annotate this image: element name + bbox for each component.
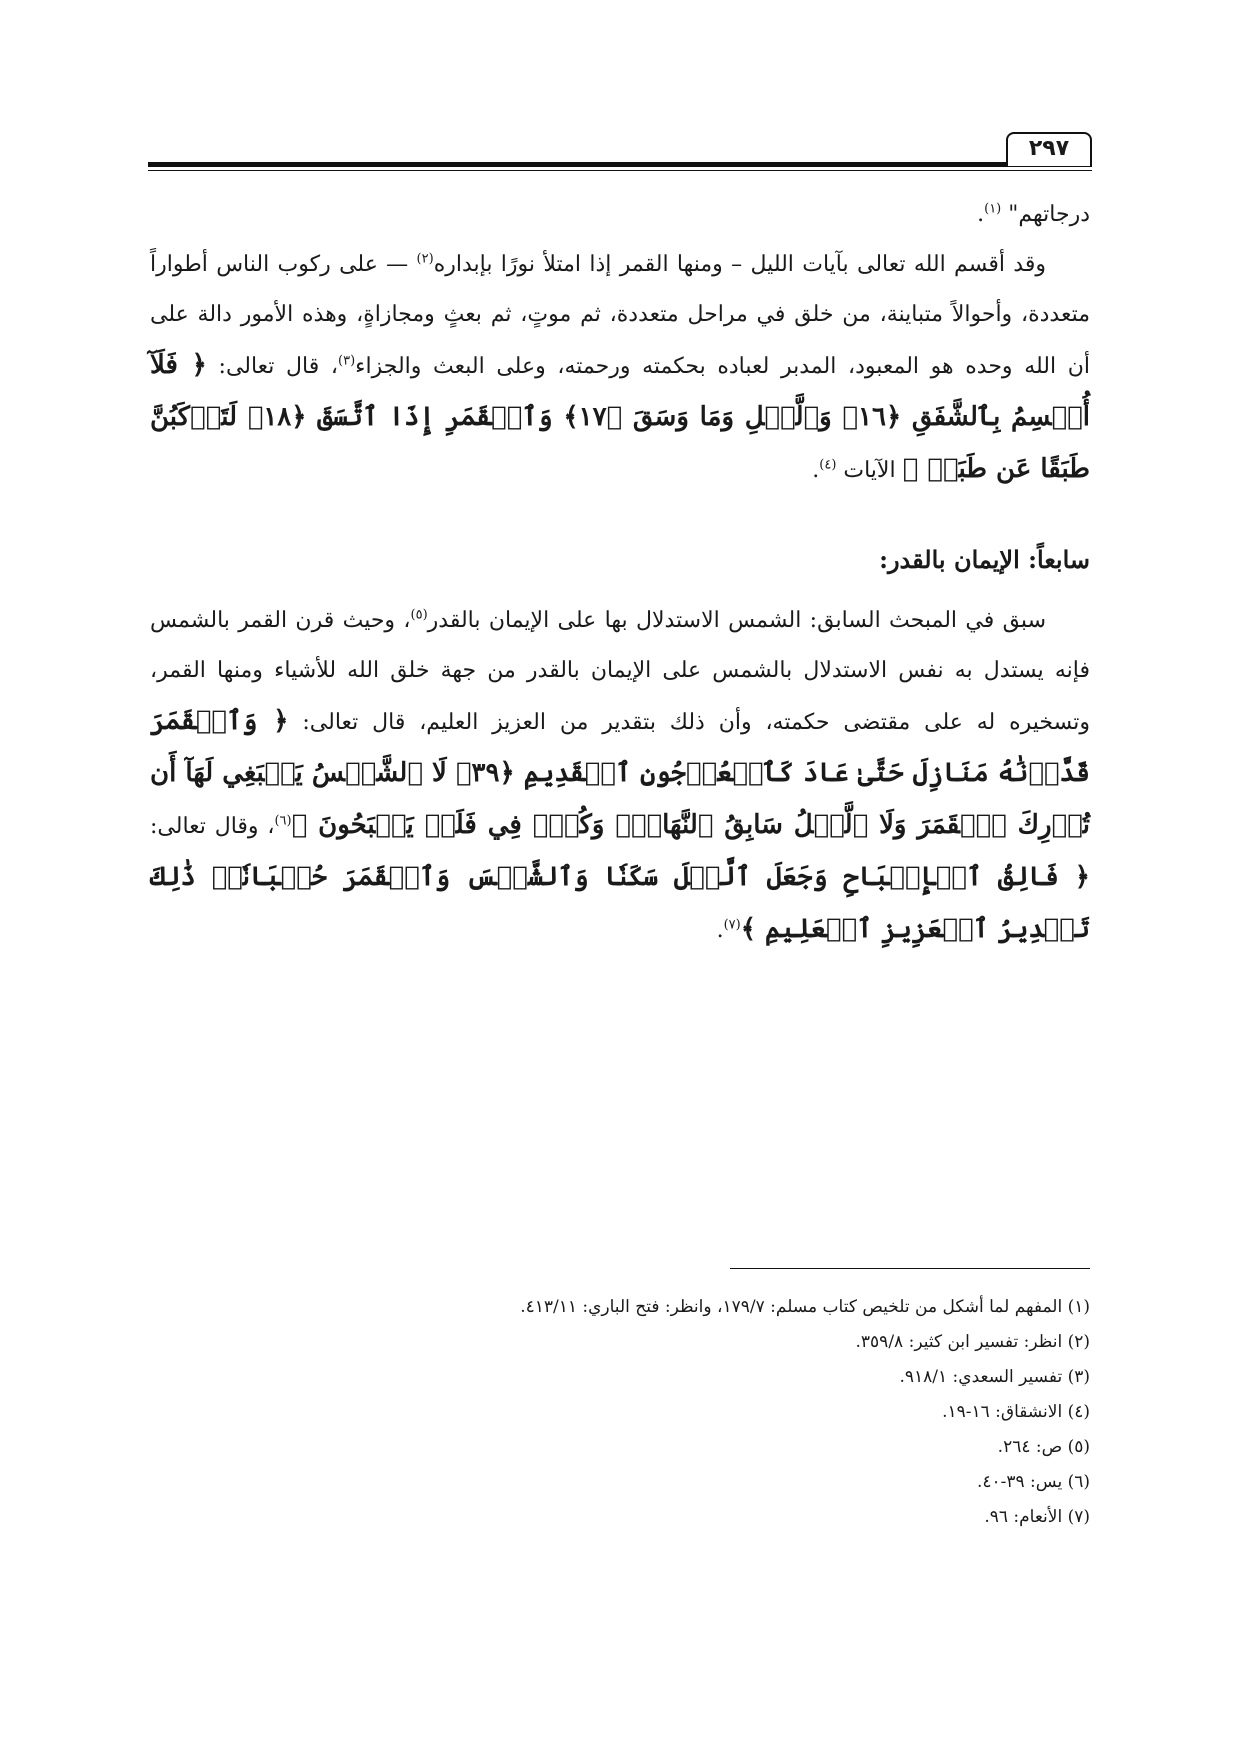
footnote-separator: [730, 1268, 1090, 1269]
paragraph-2-end: .: [812, 458, 820, 483]
page-header: [148, 128, 1092, 172]
quran-verse-yasin: ﴿ وَٱلۡقَمَرَ قَدَّرۡنَٰهُ مَنَازِلَ حَتَّىٰ عَادَ كَٱلۡعُرۡجُونِ ٱلۡقَدِيمِ ﴿٣٩﴾ لَا ٱلشَّمۡسُ يَنۢبَغِي لَهَآ أَن تُدۡرِكَ ٱلۡقَمَرَ وَلَا ٱلَّيۡلُ سَابِقُ ٱلنَّهَارِۚ وَكُلّٞ فِي فَلَكٖ يَسۡبَحُونَ ﴾: [150, 706, 1090, 840]
footnote-ref-4[interactable]: (٤): [819, 457, 837, 473]
paragraph-3-part2: ، وحيث قرن القمر بالشمس فإنه يستدل به نفس الاستدلال بالشمس على الإيمان بالقدر من جهة خلق الله للأشياء ومنها القمر، وتسخيره له على مقتضى حكمته، وأن ذلك بتقدير من العزيز العليم، قال تعالى:: [150, 608, 1090, 735]
paragraph-1-text: درجاتهم": [1001, 202, 1090, 227]
header-rule-thick: [148, 162, 1092, 167]
footnote-item: (٦) يس: ٣٩-٤٠.: [976, 1472, 1090, 1492]
paragraph-2-part2: — على ركوب الناس أطواراً متعددة، وأحوالاً متباينة، من خلق في مراحل متعددة، ثم موتٍ، ثم بعثٍ ومجازاةٍ، وهذه الأمور دالة على أن الله وحده هو المعبود، المدبر لعباده بحكمته ورحمته، وعلى البعث والجزاء: [150, 252, 1091, 379]
footnote-item: (١) المفهم لما أشكل من تلخيص كتاب مسلم: ١٧٩/٧، وانظر: فتح الباري: ٤١٣/١١.: [520, 1297, 1090, 1317]
paragraph-2: [150, 240, 1090, 496]
footnote-ref-5[interactable]: (٥): [410, 607, 428, 623]
footnote-item: (٣) تفسير السعدي: ٩١٨/١.: [899, 1367, 1090, 1387]
header-rule-thin: [148, 170, 1092, 171]
footnote-ref-6[interactable]: (٦): [274, 813, 292, 829]
paragraph-3-part1: سبق في المبحث السابق: الشمس الاستدلال بها على الإيمان بالقدر: [427, 608, 1047, 633]
paragraph-3-part3: ، وقال تعالى:: [150, 814, 275, 839]
footnote-item: (٢) انظر: تفسير ابن كثير: ٣٥٩/٨.: [855, 1332, 1090, 1352]
paragraph-2-part3: ، قال تعالى:: [206, 354, 339, 379]
paragraph-3: [150, 596, 1090, 956]
footnote-item: (٧) الأنعام: ٩٦.: [984, 1507, 1090, 1527]
footnote-ref-2[interactable]: (٢): [416, 251, 434, 267]
page-number: ٢٩٧: [1006, 132, 1092, 166]
footnote-item: (٥) ص: ٢٦٤.: [997, 1437, 1090, 1457]
main-text: [150, 190, 1090, 956]
section-heading: سابعاً: الإيمان بالقدر:: [879, 545, 1090, 574]
paragraph-1-end: .: [977, 202, 985, 227]
footnote-item: (٤) الانشقاق: ١٦-١٩.: [942, 1402, 1090, 1422]
footnote-ref-7[interactable]: (٧): [723, 917, 741, 933]
footnote-ref-3[interactable]: (٣): [338, 353, 356, 369]
footnote-ref-1[interactable]: (١): [984, 201, 1002, 217]
paragraph-3-end: .: [716, 918, 724, 943]
paragraph-1: [150, 190, 1090, 240]
footnotes-list: [150, 1290, 1090, 1535]
quran-verse-anam: ﴿ فَالِقُ ٱلۡإِصۡبَاحِ وَجَعَلَ ٱلَّيۡلَ سَكَنٗا وَٱلشَّمۡسَ وَٱلۡقَمَرَ حُسۡبَانٗاۚ ذَٰلِكَ تَقۡدِيرُ ٱلۡعَزِيزِ ٱلۡعَلِيمِ ﴾: [150, 862, 1090, 944]
paragraph-2-part1: وقد أقسم الله تعالى بآيات الليل – ومنها القمر إذا امتلأ نورًا بإبداره: [433, 252, 1046, 277]
paragraph-2-part4: الآيات: [836, 458, 903, 483]
quran-verse-inshiqaq: ﴿ فَلَآ أُقۡسِمُ بِٱلشَّفَقِ ﴿١٦﴾ وَٱلَّيۡلِ وَمَا وَسَقَ ﴿١٧﴾ وَٱلۡقَمَرِ إِذَا ٱتَّسَقَ ﴿١٨﴾ لَتَرۡكَبُنَّ طَبَقًا عَن طَبَقٖ ﴾: [150, 350, 1090, 484]
